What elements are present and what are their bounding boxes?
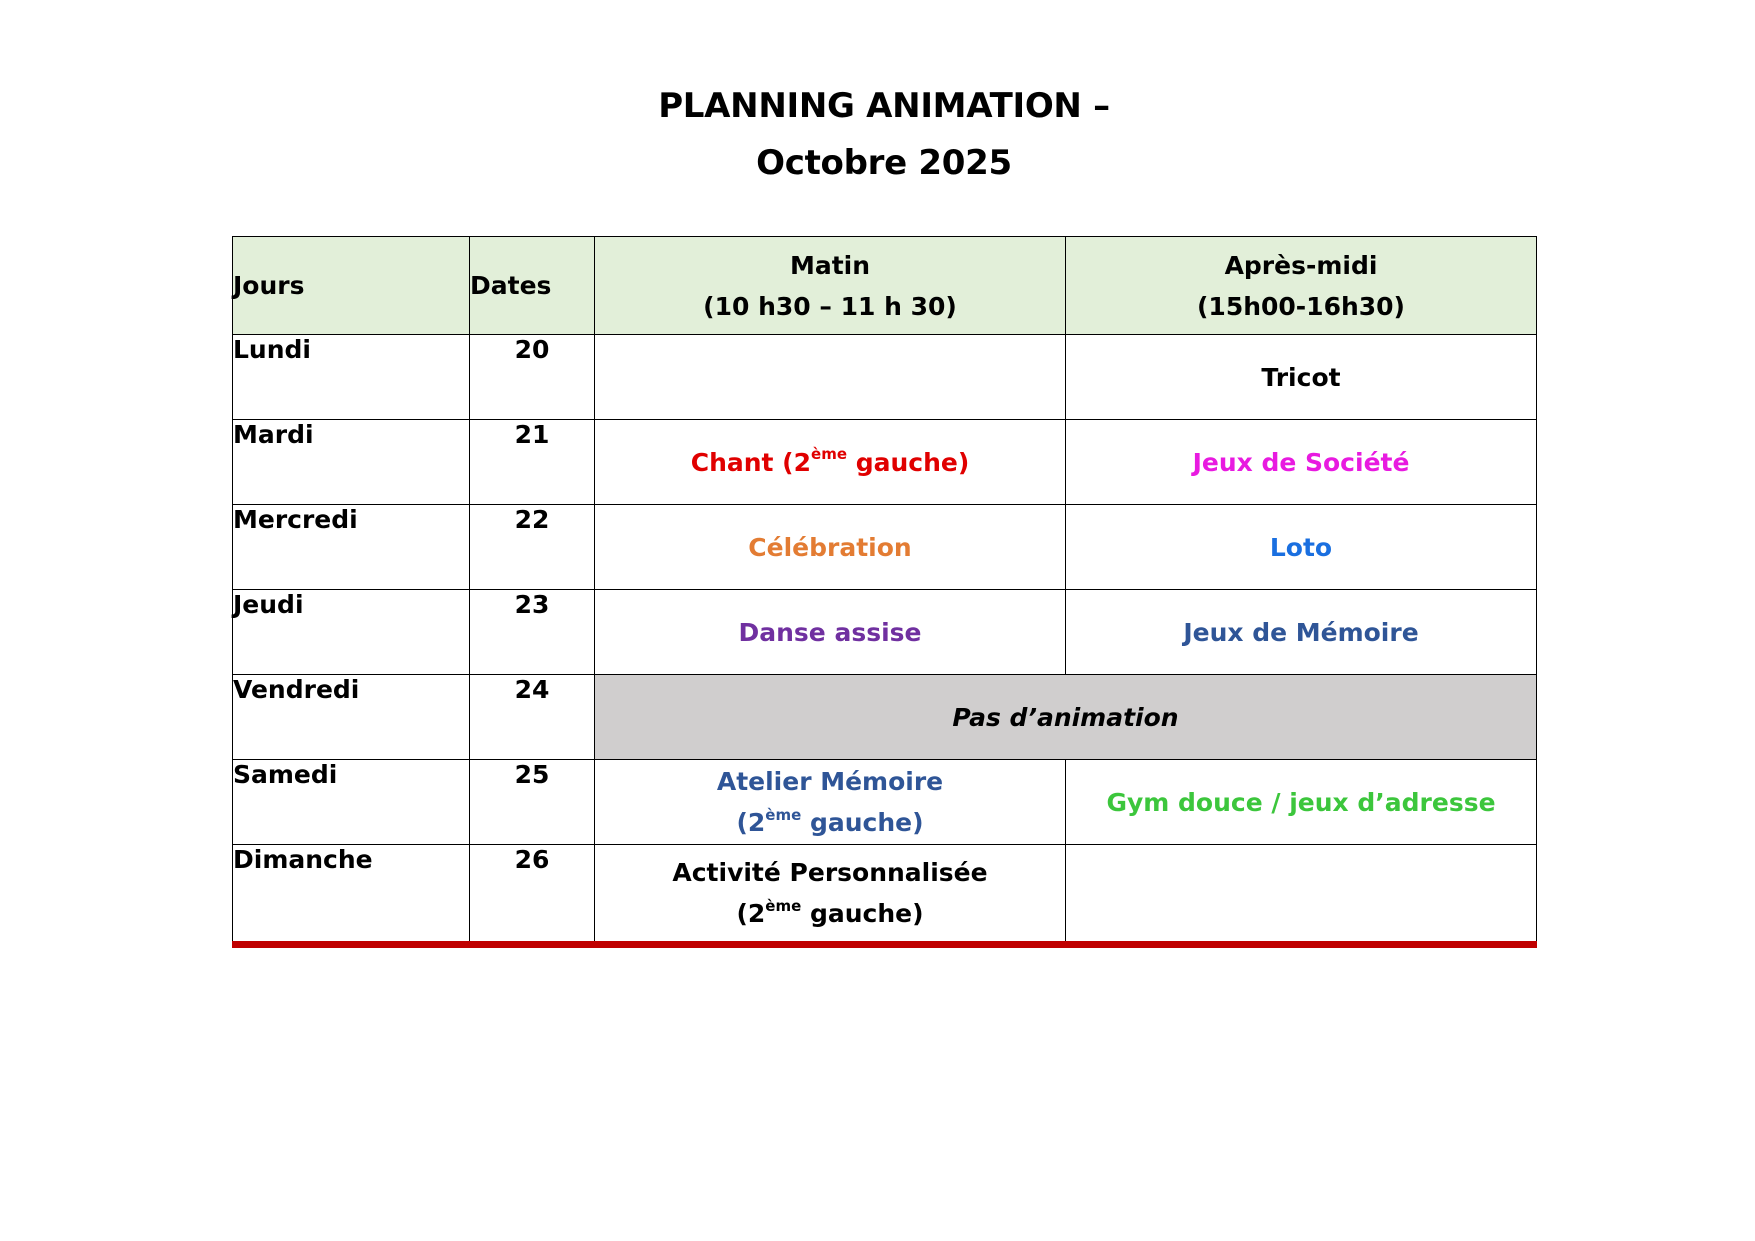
day-cell: Vendredi bbox=[233, 675, 470, 760]
day-cell: Lundi bbox=[233, 335, 470, 420]
afternoon-activity-cell bbox=[1066, 590, 1537, 675]
morning-activity-cell bbox=[595, 505, 1066, 590]
table-row bbox=[233, 760, 1537, 845]
activity-label-end: gauche) bbox=[801, 899, 924, 928]
morning-activity-cell bbox=[595, 420, 1066, 505]
table-row bbox=[233, 505, 1537, 590]
day-cell: Jeudi bbox=[233, 590, 470, 675]
afternoon-activity-cell bbox=[1066, 335, 1537, 420]
activity-label: Célébration bbox=[748, 532, 912, 562]
activity-label: (2 bbox=[736, 899, 766, 928]
date-cell: 22 bbox=[470, 505, 595, 590]
table-row bbox=[233, 845, 1537, 945]
afternoon-activity-cell bbox=[1066, 505, 1537, 590]
date-cell: 20 bbox=[470, 335, 595, 420]
header-dates: Dates bbox=[470, 237, 595, 335]
activity-label: Jeux de Société bbox=[1192, 447, 1410, 477]
activity-text bbox=[595, 802, 1065, 843]
date-cell: 25 bbox=[470, 760, 595, 845]
table-body bbox=[233, 335, 1537, 945]
header-apres-label: Après-midi bbox=[1224, 250, 1378, 280]
table-row bbox=[233, 335, 1537, 420]
header-jours: Jours bbox=[233, 237, 470, 335]
header-apres-hours: (15h00-16h30) bbox=[1197, 291, 1405, 321]
day-cell: Mardi bbox=[233, 420, 470, 505]
activity-line-1: Activité Personnalisée bbox=[672, 858, 988, 887]
activity-text bbox=[1066, 357, 1536, 398]
day-cell: Dimanche bbox=[233, 845, 470, 945]
date-cell: 21 bbox=[470, 420, 595, 505]
activity-text bbox=[595, 612, 1065, 653]
activity-line-1: Atelier Mémoire bbox=[716, 767, 944, 796]
activity-text bbox=[595, 442, 1065, 483]
morning-activity-cell bbox=[595, 590, 1066, 675]
header-matin-hours: (10 h30 – 11 h 30) bbox=[703, 291, 957, 321]
activity-label: Tricot bbox=[1261, 362, 1341, 392]
header-apres-midi bbox=[1066, 237, 1537, 335]
table-row bbox=[233, 675, 1537, 760]
day-cell: Mercredi bbox=[233, 505, 470, 590]
header-row bbox=[233, 237, 1537, 335]
morning-activity-cell bbox=[595, 760, 1066, 845]
afternoon-activity-cell bbox=[1066, 420, 1537, 505]
activity-label-end: gauche) bbox=[801, 808, 924, 837]
table-row bbox=[233, 590, 1537, 675]
activity-text bbox=[1066, 782, 1536, 823]
activity-sup: ème bbox=[765, 896, 802, 915]
date-cell: 24 bbox=[470, 675, 595, 760]
activity-label: Gym douce / jeux d’adresse bbox=[1106, 787, 1496, 817]
title-line-1: PLANNING ANIMATION – bbox=[658, 86, 1110, 126]
activity-label: Danse assise bbox=[738, 617, 922, 647]
activity-text bbox=[1066, 527, 1536, 568]
page-title bbox=[0, 78, 1755, 192]
activity-label: Chant (2 bbox=[690, 447, 812, 477]
activity-label: Jeux de Mémoire bbox=[1183, 617, 1419, 647]
header-matin bbox=[595, 237, 1066, 335]
title-line-2: Octobre 2025 bbox=[756, 143, 1012, 183]
table-row bbox=[233, 420, 1537, 505]
activity-text bbox=[1066, 442, 1536, 483]
morning-activity-cell bbox=[595, 845, 1066, 945]
date-cell: 23 bbox=[470, 590, 595, 675]
activity-sup: ème bbox=[811, 445, 847, 464]
activity-label: (2 bbox=[736, 808, 766, 837]
date-cell: 26 bbox=[470, 845, 595, 945]
afternoon-activity-cell bbox=[1066, 760, 1537, 845]
day-cell: Samedi bbox=[233, 760, 470, 845]
planning-table bbox=[232, 236, 1537, 948]
activity-text bbox=[1066, 612, 1536, 653]
morning-activity-cell bbox=[595, 335, 1066, 420]
activity-label-end: gauche) bbox=[847, 447, 970, 477]
header-matin-label: Matin bbox=[789, 250, 871, 280]
activity-text bbox=[595, 893, 1065, 934]
activity-text bbox=[595, 527, 1065, 568]
activity-sup: ème bbox=[765, 805, 802, 824]
activity-label: Loto bbox=[1269, 532, 1333, 562]
afternoon-activity-cell bbox=[1066, 845, 1537, 945]
no-activity-cell: Pas d’animation bbox=[595, 675, 1537, 760]
